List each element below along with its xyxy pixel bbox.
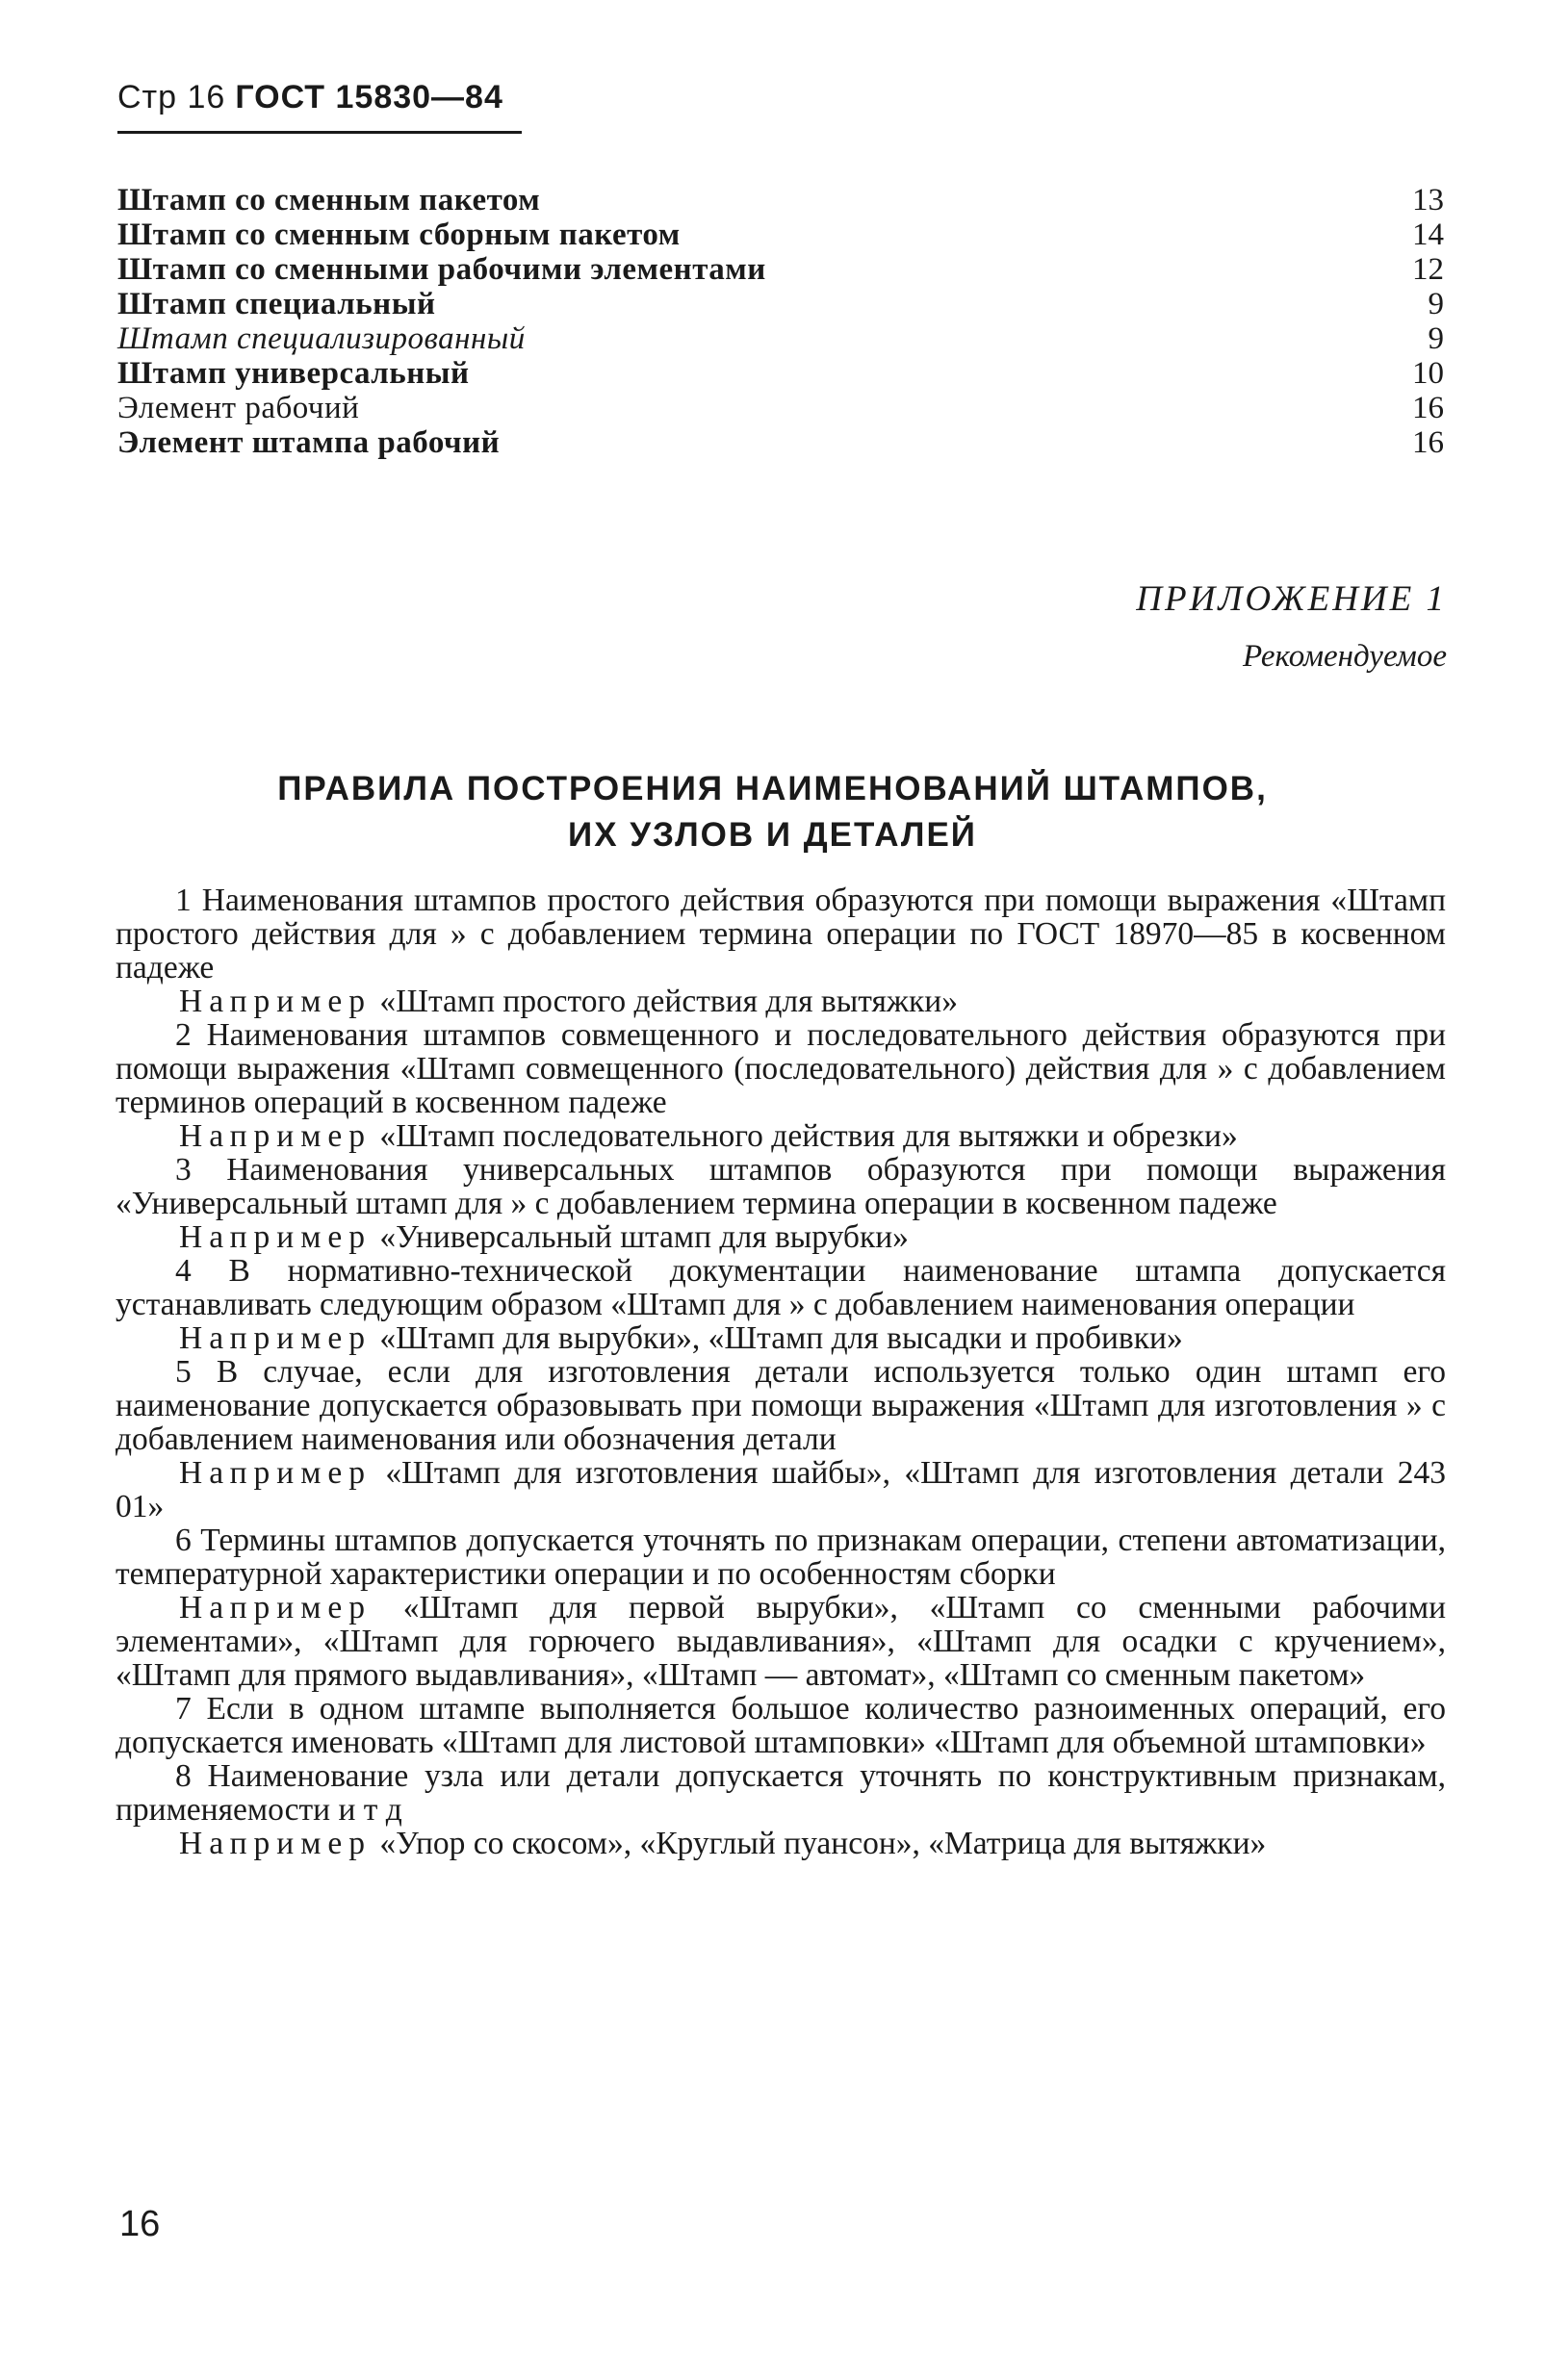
index-term: Штамп универсальный: [117, 356, 470, 391]
example-text: «Универсальный штамп для вырубки»: [379, 1219, 909, 1255]
index-page: 16: [1412, 425, 1444, 460]
index-page: 13: [1412, 183, 1444, 218]
index-term: Элемент штампа рабочий: [117, 425, 501, 460]
section-title-line-2: ИХ УЗЛОВ И ДЕТАЛЕЙ: [568, 816, 977, 854]
rule-example: [116, 1321, 1446, 1355]
index-term: Штамп специальный: [117, 287, 436, 321]
header-rule: [117, 131, 522, 134]
example-label: Например: [179, 1219, 373, 1255]
rule-example: [116, 985, 1446, 1018]
section-title-line-1: ПРАВИЛА ПОСТРОЕНИЯ НАИМЕНОВАНИЙ ШТАМПОВ,: [277, 770, 1268, 807]
header-page-label: Стр 16: [117, 79, 226, 115]
example-text: «Штамп для вырубки», «Штамп для высадки и пробивки»: [379, 1320, 1183, 1356]
running-header: [117, 79, 503, 116]
example-text: «Штамп последовательного действия для вытяжки и обрезки»: [379, 1118, 1238, 1154]
rule-paragraph: 2 Наименования штампов совмещенного и последовательного действия образуются при помощи выражения «Штамп совмещенного (последовательного) действия для » с добавлением терминов операций в косвенном падеже: [116, 1017, 1446, 1120]
rules-body: [116, 883, 1446, 1860]
index-term: Штамп со сменным сборным пакетом: [117, 218, 681, 252]
example-label: Например: [179, 1590, 373, 1625]
example-text: «Штамп для первой вырубки», «Штамп со сменными рабочими элементами», «Штамп для горючего выдавливания», «Штамп для осадки с кручением», «Штамп для прямого выдавливания», «Штамп — автомат», «Штамп со сменным пакетом»: [116, 1590, 1446, 1693]
index-page: 9: [1428, 287, 1444, 321]
rule-paragraph: 4 В нормативно-технической документации наименование штампа допускается устанавливать следующим образом «Штамп для » с добавлением наименования операции: [116, 1253, 1446, 1322]
index-page: 12: [1412, 252, 1444, 287]
example-label: Например: [179, 1118, 373, 1154]
section-title: [0, 766, 1545, 858]
index-row: [117, 218, 1444, 252]
index-row: [117, 287, 1444, 321]
header-standard: ГОСТ 15830—84: [235, 79, 503, 115]
index-row: [117, 425, 1444, 460]
example-text: «Упор со скосом», «Круглый пуансон», «Матрица для вытяжки»: [379, 1826, 1267, 1861]
rule-paragraph: 8 Наименование узла или детали допускается уточнять по конструктивным признакам, применяемости и т д: [116, 1758, 1446, 1828]
example-text: «Штамп для изготовления шайбы», «Штамп для изготовления детали 243 01»: [116, 1455, 1446, 1524]
example-label: Например: [179, 1826, 373, 1861]
index-row: [117, 356, 1444, 391]
rule-example: [116, 1827, 1446, 1860]
appendix-label: [1136, 576, 1447, 685]
index-page: 16: [1412, 391, 1444, 425]
rule-example: [116, 1456, 1446, 1523]
index-row: [117, 183, 1444, 218]
index-term: Элемент рабочий: [117, 391, 360, 425]
rule-example: [116, 1119, 1446, 1153]
example-label: Например: [179, 1320, 373, 1356]
term-index: [117, 183, 1444, 460]
index-page: 10: [1412, 356, 1444, 391]
example-label: Например: [179, 984, 373, 1019]
appendix-subtitle: Рекомендуемое: [1242, 639, 1447, 674]
rule-paragraph: 3 Наименования универсальных штампов образуются при помощи выражения «Универсальный штамп для » с добавлением термина операции в косвенном падеже: [116, 1152, 1446, 1221]
index-row: [117, 252, 1444, 287]
rule-example: [116, 1220, 1446, 1254]
index-term: Штамп специализированный: [117, 321, 526, 356]
rule-paragraph: 7 Если в одном штампе выполняется большое количество разноименных операций, его допускается именовать «Штамп для листовой штамповки» «Штамп для объемной штамповки»: [116, 1691, 1446, 1760]
index-term: Штамп со сменными рабочими элементами: [117, 252, 766, 287]
example-text: «Штамп простого действия для вытяжки»: [379, 984, 958, 1019]
rule-paragraph: 5 В случае, если для изготовления детали используется только один штамп его наименование допускается образовывать при помощи выражения «Штамп для изготовления » с добавлением наименования или обозначения детали: [116, 1354, 1446, 1457]
rule-paragraph: 6 Термины штампов допускается уточнять по признакам операции, степени автоматизации, температурной характеристики операции и по особенностям сборки: [116, 1523, 1446, 1592]
page-number: 16: [119, 2204, 161, 2244]
appendix-title: ПРИЛОЖЕНИЕ 1: [1136, 579, 1447, 619]
rule-paragraph: 1 Наименования штампов простого действия образуются при помощи выражения «Штамп простого действия для » с добавлением термина операции по ГОСТ 18970—85 в косвенном падеже: [116, 883, 1446, 985]
index-page: 9: [1428, 321, 1444, 356]
index-page: 14: [1412, 218, 1444, 252]
index-term: Штамп со сменным пакетом: [117, 183, 541, 218]
index-row: [117, 391, 1444, 425]
example-label: Например: [179, 1455, 373, 1491]
rule-example: [116, 1591, 1446, 1692]
index-row: [117, 321, 1444, 356]
